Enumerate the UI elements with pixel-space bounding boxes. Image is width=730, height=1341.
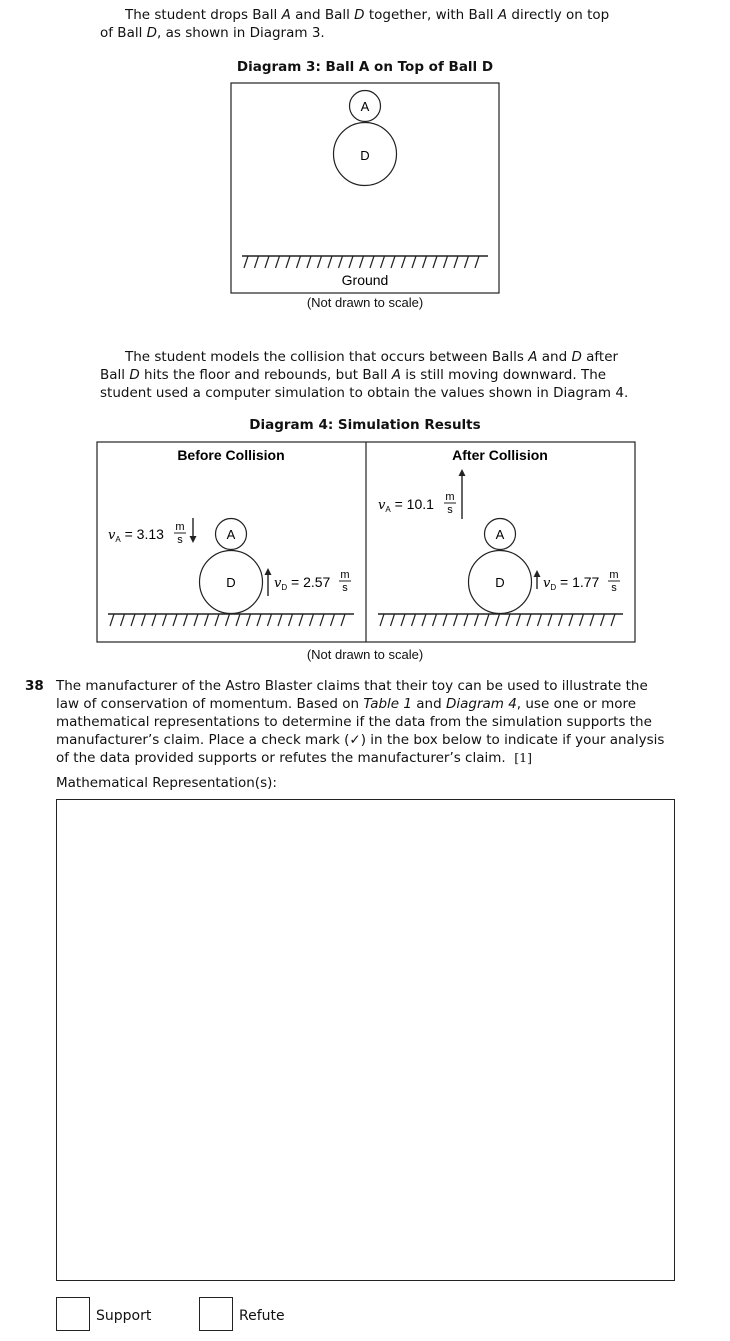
- hatch-mark: [289, 614, 293, 626]
- hatch-mark: [360, 256, 364, 268]
- support-checkbox[interactable]: [56, 1297, 90, 1331]
- refute-label: Refute: [239, 1308, 285, 1324]
- question-line-2: law of conservation of momentum. Based on Table 1 and Diagram 4, use one or more: [56, 696, 637, 712]
- diagram-4-caption: (Not drawn to scale): [306, 647, 424, 662]
- hatch-mark: [496, 614, 500, 626]
- hatch-mark: [341, 614, 345, 626]
- before-vd-text: $v_D = 2.57$: [274, 574, 331, 592]
- hatch-mark: [121, 614, 125, 626]
- before-va-unit: [174, 521, 186, 546]
- svg-text:s: s: [611, 582, 617, 594]
- after-va-arrow: [459, 469, 466, 519]
- hatch-mark: [485, 614, 489, 626]
- after-va-unit: [444, 491, 456, 516]
- svg-text:s: s: [447, 504, 453, 516]
- hatch-mark: [454, 256, 458, 268]
- hatch-mark: [131, 614, 135, 626]
- svg-text:m: m: [445, 491, 455, 503]
- hatch-mark: [265, 256, 269, 268]
- before-va-text: $v_A = 3.13$: [108, 526, 164, 544]
- after-ball-a-label: A: [495, 527, 505, 542]
- hatch-mark: [517, 614, 521, 626]
- hatch-mark: [412, 256, 416, 268]
- hatch-mark: [444, 256, 448, 268]
- question-line-1: The manufacturer of the Astro Blaster claims that their toy can be used to illustrate the: [56, 678, 648, 694]
- hatch-mark: [152, 614, 156, 626]
- hatch-mark: [611, 614, 615, 626]
- hatch-mark: [184, 614, 188, 626]
- after-vd-arrow: [534, 570, 541, 589]
- hatch-mark: [454, 614, 458, 626]
- intro-line-2: of Ball D, as shown in Diagram 3.: [100, 25, 325, 41]
- hatch-mark: [310, 614, 314, 626]
- hatch-mark: [422, 614, 426, 626]
- hatch-mark: [380, 614, 384, 626]
- hatch-mark: [559, 614, 563, 626]
- diagram-3-caption: (Not drawn to scale): [306, 295, 424, 310]
- hatch-mark: [205, 614, 209, 626]
- after-va-text: $v_A = 10.1$: [378, 496, 434, 514]
- question-line-4: manufacturer’s claim. Place a check mark (✓) in the box below to indicate if your analysis: [56, 732, 665, 748]
- hatch-mark: [110, 614, 114, 626]
- hatch-mark: [257, 614, 261, 626]
- hatch-mark: [328, 256, 332, 268]
- before-vd-arrow: [265, 568, 272, 596]
- diagram-3: [230, 82, 500, 294]
- hatch-mark: [443, 614, 447, 626]
- question-number: 38: [25, 678, 44, 694]
- hatch-mark: [433, 614, 437, 626]
- hatch-mark: [391, 614, 395, 626]
- hatch-mark: [401, 614, 405, 626]
- hatch-mark: [268, 614, 272, 626]
- answer-box[interactable]: [56, 799, 675, 1281]
- hatch-mark: [320, 614, 324, 626]
- hatch-mark: [601, 614, 605, 626]
- hatch-mark: [244, 256, 248, 268]
- hatch-mark: [527, 614, 531, 626]
- ground-label: Ground: [341, 272, 389, 288]
- svg-text:m: m: [175, 521, 185, 533]
- after-heading: After Collision: [452, 447, 548, 463]
- credit-value: [1]: [514, 750, 533, 765]
- diagram-4: [96, 441, 636, 643]
- hatch-mark: [331, 614, 335, 626]
- hatch-mark: [580, 614, 584, 626]
- svg-text:s: s: [342, 582, 348, 594]
- hatch-mark: [381, 256, 385, 268]
- diagram-4-title: Diagram 4: Simulation Results: [249, 417, 481, 433]
- hatch-mark: [465, 256, 469, 268]
- hatch-mark: [318, 256, 322, 268]
- hatch-mark: [349, 256, 353, 268]
- question-line-3: mathematical representations to determine if the data from the simulation supports the: [56, 714, 652, 730]
- math-representation-label: Mathematical Representation(s):: [56, 775, 277, 791]
- hatch-mark: [339, 256, 343, 268]
- hatch-mark: [142, 614, 146, 626]
- question-line-5: of the data provided supports or refutes the manufacturer’s claim. [1]: [56, 750, 533, 766]
- hatch-mark: [307, 256, 311, 268]
- svg-text:m: m: [609, 569, 619, 581]
- hatch-mark: [590, 614, 594, 626]
- hatch-mark: [433, 256, 437, 268]
- model-line-2: Ball D hits the floor and rebounds, but Ball A is still moving downward. The: [100, 367, 607, 383]
- model-line-1: The student models the collision that occurs between Balls A and D after: [125, 349, 619, 365]
- diagram-3-title: Diagram 3: Ball A on Top of Ball D: [236, 59, 494, 75]
- after-vd-unit: [608, 569, 620, 594]
- refute-checkbox[interactable]: [199, 1297, 233, 1331]
- hatch-mark: [276, 256, 280, 268]
- before-va-arrow: [190, 518, 197, 543]
- before-ball-a-label: A: [226, 527, 236, 542]
- svg-text:m: m: [340, 569, 350, 581]
- after-ground-hatch: [380, 614, 615, 626]
- after-vd-text: $v_D = 1.77$: [543, 574, 600, 592]
- hatch-mark: [299, 614, 303, 626]
- hatch-mark: [163, 614, 167, 626]
- ball-d-label: D: [360, 148, 370, 163]
- hatch-mark: [538, 614, 542, 626]
- hatch-mark: [255, 256, 259, 268]
- hatch-mark: [506, 614, 510, 626]
- hatch-mark: [391, 256, 395, 268]
- before-ball-d-label: D: [226, 575, 236, 590]
- hatch-mark: [412, 614, 416, 626]
- hatch-mark: [548, 614, 552, 626]
- after-ball-d-label: D: [495, 575, 505, 590]
- before-vd-unit: [339, 569, 351, 594]
- ball-a-label: A: [360, 99, 370, 114]
- hatch-mark: [297, 256, 301, 268]
- hatch-mark: [464, 614, 468, 626]
- before-heading: Before Collision: [177, 447, 285, 463]
- hatch-mark: [247, 614, 251, 626]
- support-label: Support: [96, 1308, 152, 1324]
- hatch-mark: [215, 614, 219, 626]
- model-line-3: student used a computer simulation to obtain the values shown in Diagram 4.: [100, 385, 629, 401]
- hatch-mark: [402, 256, 406, 268]
- ground-hatch: [244, 256, 479, 268]
- before-ground-hatch: [110, 614, 345, 626]
- hatch-mark: [475, 614, 479, 626]
- hatch-mark: [173, 614, 177, 626]
- hatch-mark: [370, 256, 374, 268]
- hatch-mark: [236, 614, 240, 626]
- hatch-mark: [475, 256, 479, 268]
- svg-text:s: s: [177, 534, 183, 546]
- hatch-mark: [423, 256, 427, 268]
- hatch-mark: [286, 256, 290, 268]
- intro-line-1: The student drops Ball A and Ball D together, with Ball A directly on top: [125, 7, 610, 23]
- hatch-mark: [226, 614, 230, 626]
- hatch-mark: [278, 614, 282, 626]
- hatch-mark: [569, 614, 573, 626]
- hatch-mark: [194, 614, 198, 626]
